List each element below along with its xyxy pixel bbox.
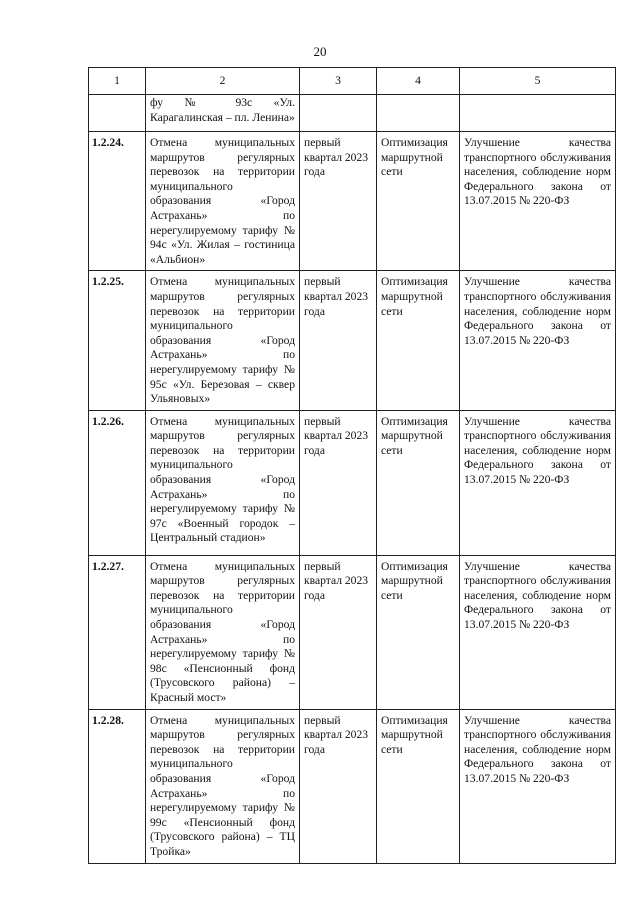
row-action: Отмена муниципальных маршрутов регулярных перевозок на территории муниципального образования «Город Астрахань» по нерегулируемому тарифу № 99с «Пенсионный фонд (Трусовского района) – ТЦ Тройка» bbox=[146, 709, 300, 863]
table-row-continuation bbox=[89, 95, 616, 132]
row-number: 1.2.26. bbox=[89, 410, 146, 555]
row-result: Улучшение качества транспортного обслуживания населения, соблюдение норм Федерального закона от 13.07.2015 № 220-ФЗ bbox=[460, 271, 616, 410]
row-goal: Оптимизация маршрутной сети bbox=[377, 555, 460, 709]
row-action: фу № 93с «Ул. Карагалинская – пл. Ленина» bbox=[146, 95, 300, 132]
column-header-2: 2 bbox=[146, 68, 300, 95]
table-row bbox=[89, 555, 616, 709]
row-result: Улучшение качества транспортного обслуживания населения, соблюдение норм Федерального закона от 13.07.2015 № 220-ФЗ bbox=[460, 555, 616, 709]
page-number: 20 bbox=[313, 44, 327, 59]
table-row bbox=[89, 271, 616, 410]
row-period: первый квартал 2023 года bbox=[300, 709, 377, 863]
table-row bbox=[89, 132, 616, 271]
row-action: Отмена муниципальных маршрутов регулярных перевозок на территории муниципального образования «Город Астрахань» по нерегулируемому тарифу № 98с «Пенсионный фонд (Трусовского района) – Красный мост» bbox=[146, 555, 300, 709]
column-header-5: 5 bbox=[460, 68, 616, 95]
table-row bbox=[89, 709, 616, 863]
column-header-1: 1 bbox=[89, 68, 146, 95]
row-goal: Оптимизация маршрутной сети bbox=[377, 709, 460, 863]
column-header-4: 4 bbox=[377, 68, 460, 95]
row-result: Улучшение качества транспортного обслуживания населения, соблюдение норм Федерального закона от 13.07.2015 № 220-ФЗ bbox=[460, 709, 616, 863]
table-header-row bbox=[89, 68, 616, 95]
row-number bbox=[89, 95, 146, 132]
row-goal: Оптимизация маршрутной сети bbox=[377, 132, 460, 271]
row-period: первый квартал 2023 года bbox=[300, 555, 377, 709]
row-result: Улучшение качества транспортного обслуживания населения, соблюдение норм Федерального закона от 13.07.2015 № 220-ФЗ bbox=[460, 410, 616, 555]
row-period: первый квартал 2023 года bbox=[300, 271, 377, 410]
column-header-3: 3 bbox=[300, 68, 377, 95]
row-number: 1.2.28. bbox=[89, 709, 146, 863]
row-action: Отмена муниципальных маршрутов регулярных перевозок на территории муниципального образования «Город Астрахань» по нерегулируемому тарифу № 97с «Военный городок – Центральный стадион» bbox=[146, 410, 300, 555]
row-goal: Оптимизация маршрутной сети bbox=[377, 271, 460, 410]
row-period: первый квартал 2023 года bbox=[300, 410, 377, 555]
row-result bbox=[460, 95, 616, 132]
measures-table bbox=[88, 67, 616, 864]
row-goal: Оптимизация маршрутной сети bbox=[377, 410, 460, 555]
table-row bbox=[89, 410, 616, 555]
row-number: 1.2.24. bbox=[89, 132, 146, 271]
row-number: 1.2.27. bbox=[89, 555, 146, 709]
row-action: Отмена муниципальных маршрутов регулярных перевозок на территории муниципального образования «Город Астрахань» по нерегулируемому тарифу № 95с «Ул. Березовая – сквер Ульяновых» bbox=[146, 271, 300, 410]
row-goal bbox=[377, 95, 460, 132]
row-result: Улучшение качества транспортного обслуживания населения, соблюдение норм Федерального закона от 13.07.2015 № 220-ФЗ bbox=[460, 132, 616, 271]
row-number: 1.2.25. bbox=[89, 271, 146, 410]
row-action: Отмена муниципальных маршрутов регулярных перевозок на территории муниципального образования «Город Астрахань» по нерегулируемому тарифу № 94с «Ул. Жилая – гостиница «Альбион» bbox=[146, 132, 300, 271]
row-period bbox=[300, 95, 377, 132]
row-period: первый квартал 2023 года bbox=[300, 132, 377, 271]
